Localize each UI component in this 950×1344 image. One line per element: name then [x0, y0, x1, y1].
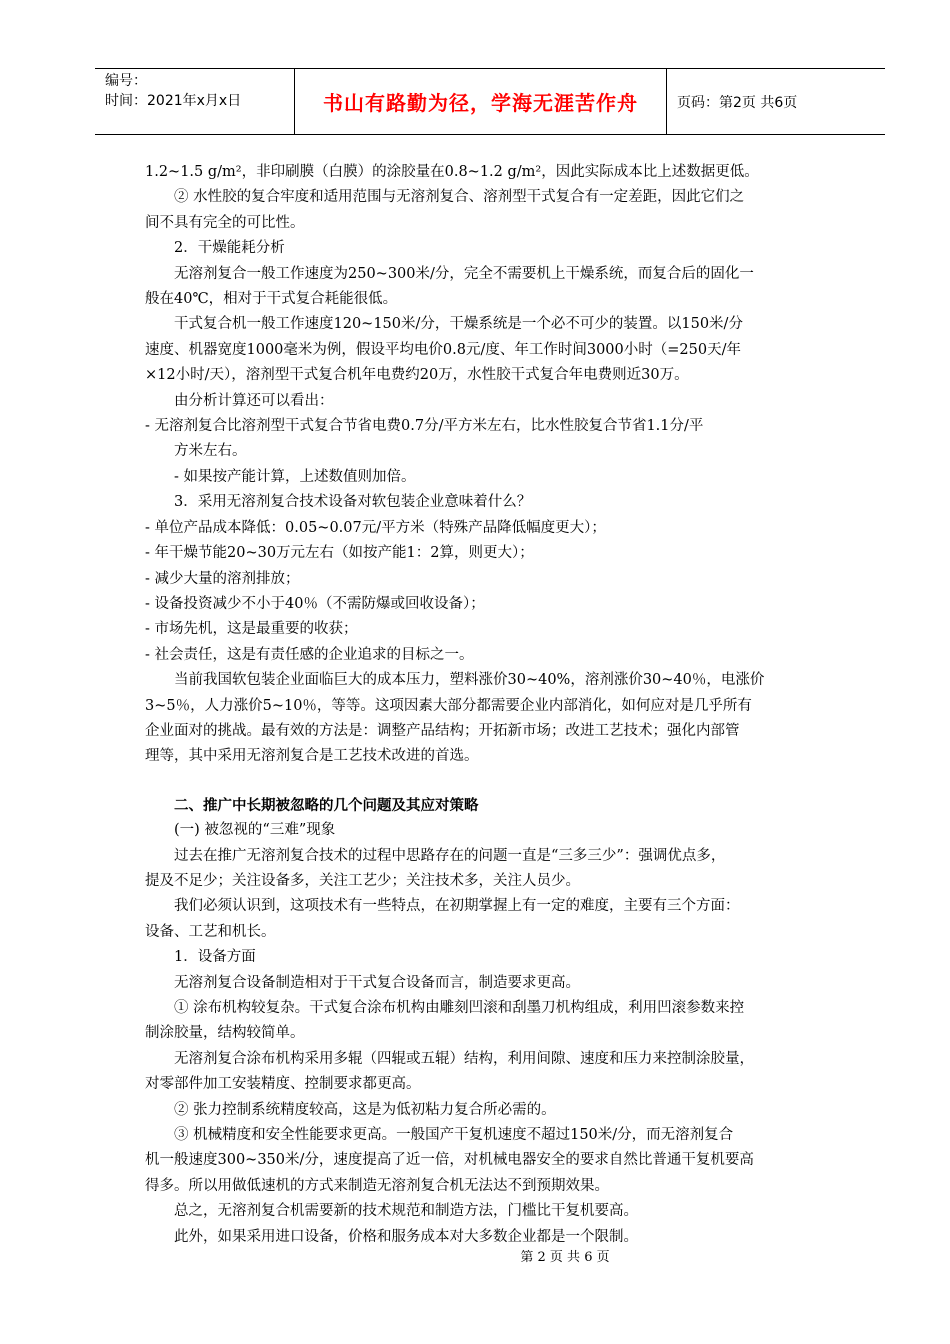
header-page-info: 页码：第2页 共6页: [677, 94, 798, 111]
document-body: [145, 160, 840, 1250]
header-meta: [95, 69, 295, 134]
body-line: 无溶剂复合一般工作速度为250~300米/分，完全不需要机上干燥系统，而复合后的固化一: [174, 265, 754, 282]
body-line: 此外，如果采用进口设备，价格和服务成本对大多数企业都是一个限制。: [174, 1228, 638, 1245]
body-line: ② 张力控制系统精度较高，这是为低初粘力复合所必需的。: [174, 1101, 556, 1118]
page-footer: 第 2 页 共 6 页: [520, 1250, 610, 1265]
chapter-heading: 二、推广中长期被忽略的几个问题及其应对策略: [174, 796, 479, 814]
list-item: - 减少大量的溶剂排放；: [145, 570, 300, 587]
body-line: ② 水性胶的复合牢度和适用范围与无溶剂复合、溶剂型干式复合有一定差距，因此它们之: [174, 189, 745, 206]
section-heading: 2．干燥能耗分析: [174, 240, 285, 257]
list-item: - 市场先机，这是最重要的收获；: [145, 621, 358, 638]
body-line: 我们必须认识到，这项技术有一些特点，在初期掌握上有一定的难度，主要有三个方面：: [174, 898, 740, 915]
body-line: 提及不足少；关注设备多，关注工艺少；关注技术多，关注人员少。: [145, 872, 580, 889]
list-item: - 年干燥节能20~30万元左右（如按产能1：2算，则更大）；: [145, 545, 534, 562]
body-line: 间不具有完全的可比性。: [145, 214, 305, 231]
body-line: 设备、工艺和机长。: [145, 923, 276, 940]
body-line: 机一般速度300~350米/分，速度提高了近一倍，对机械电器安全的要求自然比普通干复机要高: [145, 1152, 754, 1169]
body-line: ① 涂布机构较复杂。干式复合涂布机构由雕刻凹滚和刮墨刀机构组成，利用凹滚参数来控: [174, 1000, 745, 1016]
section-heading: 3．采用无溶剂复合技术设备对软包装企业意味着什么？: [174, 494, 532, 511]
subsection-heading: (一) 被忽视的“三难”现象: [174, 822, 336, 839]
body-line: 得多。所以用做低速机的方式来制造无溶剂复合机无法达不到预期效果。: [145, 1177, 609, 1194]
body-line: 无溶剂复合设备制造相对于干式复合设备而言，制造要求更高。: [174, 974, 580, 991]
body-line: 由分析计算还可以看出：: [174, 392, 334, 409]
list-item: - 如果按产能计算，上述数值则加倍。: [174, 468, 416, 485]
body-line: 1.2~1.5 g/m²，非印刷膜（白膜）的涂胶量在0.8~1.2 g/m²，因此实际成本比上述数据更低。: [145, 164, 759, 180]
body-line: 制涂胶量，结构较简单。: [145, 1025, 305, 1042]
body-line: ×12小时/天），溶剂型干式复合机年电费约20万，水性胶干式复合年电费则近30万。: [145, 367, 689, 384]
body-line: 当前我国软包装企业面临巨大的成本压力，塑料涨价30~40%，溶剂涨价30~40％，电涨价: [174, 672, 765, 689]
body-line: 企业面对的挑战。最有效的方法是：调整产品结构；开拓新市场；改进工艺技术；强化内部管: [145, 722, 740, 739]
body-line: 3~5％，人力涨价5~10％，等等。这项因素大部分都需要企业内部消化，如何应对是几乎所有: [145, 697, 752, 714]
body-line: 总之，无溶剂复合机需要新的技术规范和制造方法，门槛比干复机要高。: [174, 1203, 638, 1220]
list-item: - 无溶剂复合比溶剂型干式复合节省电费0.7分/平方米左右，比水性胶复合节省1.1分/平: [145, 418, 704, 435]
body-line: 般在40℃，相对于干式复合耗能很低。: [145, 291, 398, 308]
body-line: ③ 机械精度和安全性能要求更高。一般国产干复机速度不超过150米/分，而无溶剂复合: [174, 1127, 734, 1144]
body-line: 对零部件加工安装精度、控制要求都更高。: [145, 1076, 421, 1093]
document-time-label: 时间：2021年x月x日: [105, 93, 242, 109]
body-line: 过去在推广无溶剂复合技术的过程中思路存在的问题一直是“三多三少”：强调优点多，: [174, 847, 726, 864]
list-item: - 社会责任，这是有责任感的企业追求的目标之一。: [145, 646, 474, 663]
list-item: - 单位产品成本降低：0.05~0.07元/平方米（特殊产品降低幅度更大）；: [145, 519, 606, 536]
body-line: 干式复合机一般工作速度120~150米/分，干燥系统是一个必不可少的装置。以150米/分: [174, 316, 743, 333]
page-header: [95, 68, 885, 135]
section-heading: 1．设备方面: [174, 949, 256, 966]
header-motto: 书山有路勤为径，学海无涯苦作舟: [295, 69, 667, 134]
document-number-label: 编号：: [105, 73, 147, 89]
body-line: 无溶剂复合涂布机构采用多辊（四辊或五辊）结构，利用间隙、速度和压力来控制涂胶量，: [174, 1050, 754, 1067]
body-line: 方米左右。: [174, 443, 247, 460]
list-item: - 设备投资减少不小于40％（不需防爆或回收设备）；: [145, 595, 485, 612]
body-line: 理等，其中采用无溶剂复合是工艺技术改进的首选。: [145, 748, 479, 765]
body-line: 速度、机器宽度1000毫米为例，假设平均电价0.8元/度、年工作时间3000小时（=250天/年: [145, 341, 741, 358]
